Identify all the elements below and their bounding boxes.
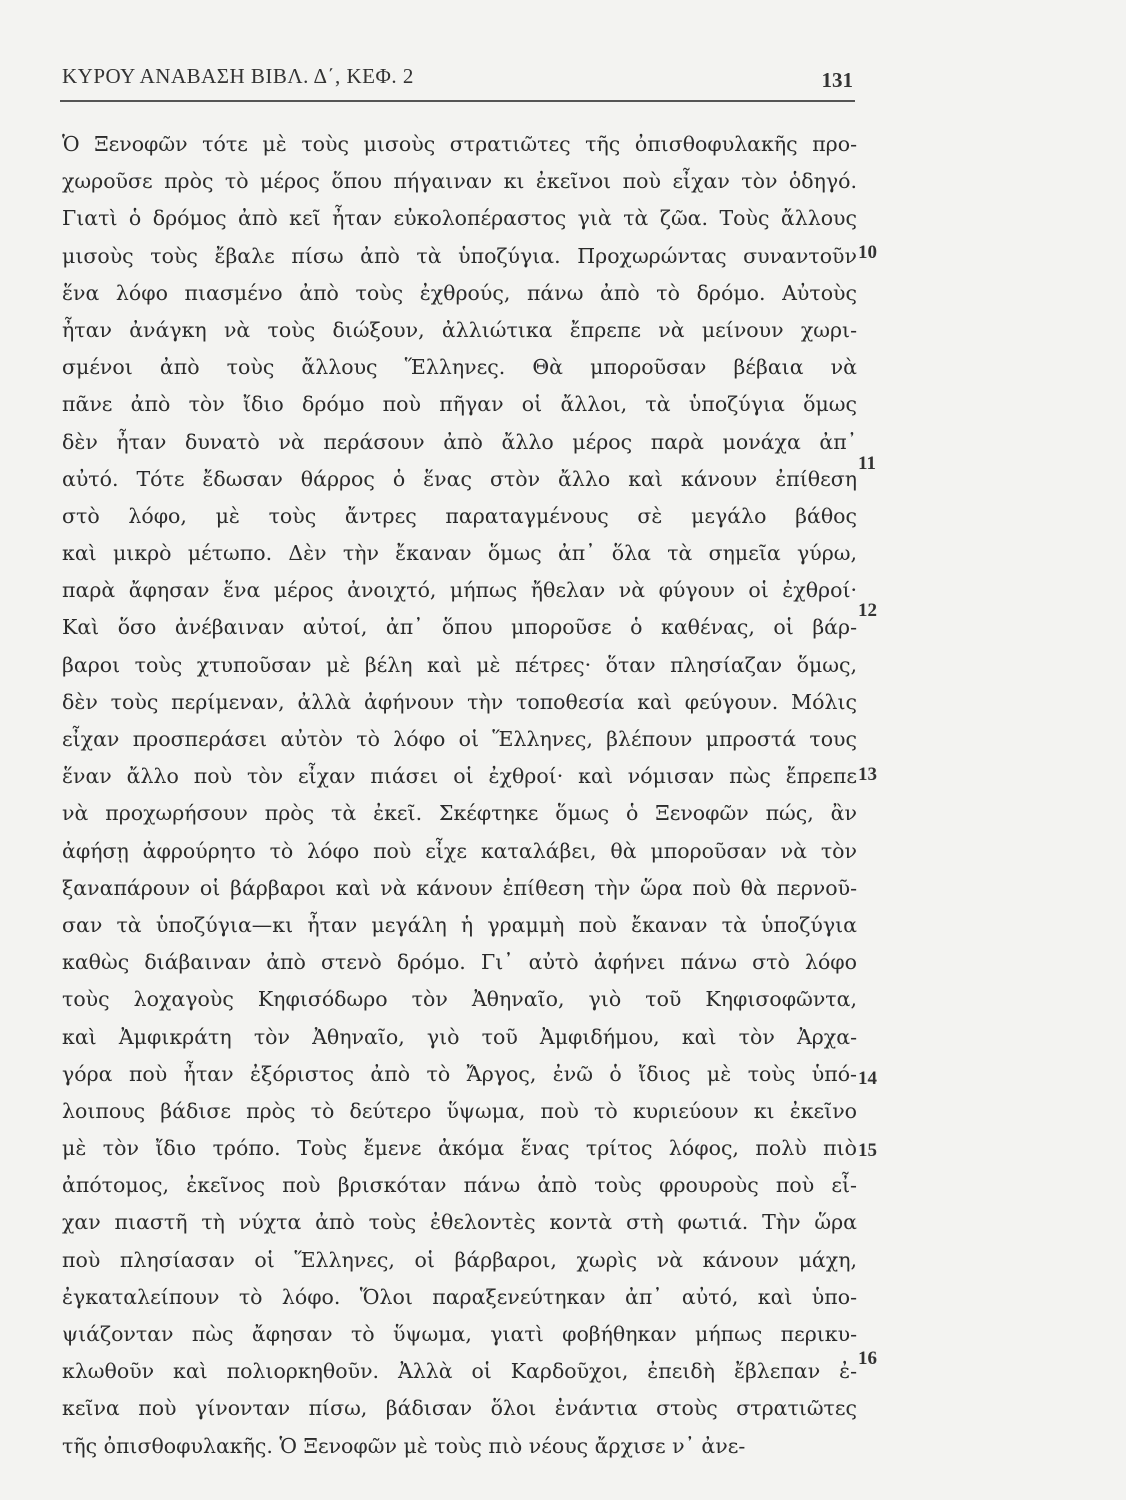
text-line: καθὼς διάβαιναν ἀπὸ στενὸ δρόμο. Γι᾽ αὐτὸ ἀφήνει πάνω στὸ λόφο bbox=[62, 950, 857, 975]
text-line: γόρα ποὺ ἦταν ἐξόριστος ἀπὸ τὸ Ἄργος, ἐνῶ ὁ ἴδιος μὲ τοὺς ὑπό- bbox=[62, 1061, 857, 1086]
text-line: στὸ λόφο, μὲ τοὺς ἄντρες παραταγμένους σὲ μεγάλο βάθος bbox=[62, 503, 857, 528]
text-line: πᾶνε ἀπὸ τὸν ἴδιο δρόμο ποὺ πῆγαν οἱ ἄλλοι, τὰ ὑποζύγια ὅμως bbox=[62, 392, 857, 417]
text-line: χωροῦσε πρὸς τὸ μέρος ὅπου πήγαιναν κι ἐκεῖνοι ποὺ εἶχαν τὸν ὁδηγό. bbox=[62, 169, 857, 194]
section-number: 16 bbox=[858, 1348, 877, 1369]
body-text bbox=[62, 126, 857, 1465]
text-line: Καὶ ὅσο ἀνέβαιναν αὐτοί, ἀπ᾽ ὅπου μποροῦσε ὁ καθένας, οἱ βάρ- bbox=[62, 615, 857, 640]
section-number: 14 bbox=[858, 1068, 877, 1089]
text-line: λοιπους βάδισε πρὸς τὸ δεύτερο ὕψωμα, ποὺ τὸ κυριεύουν κι ἐκεῖνο bbox=[62, 1098, 857, 1123]
section-number: 12 bbox=[858, 600, 877, 621]
text-line: καὶ μικρὸ μέτωπο. Δὲν τὴν ἔκαναν ὅμως ἀπ᾽ ὅλα τὰ σημεῖα γύρω, bbox=[62, 541, 857, 566]
text-line: βαροι τοὺς χτυποῦσαν μὲ βέλη καὶ μὲ πέτρες· ὅταν πλησίαζαν ὅμως, bbox=[62, 652, 857, 677]
text-line: χαν πιαστῆ τὴ νύχτα ἀπὸ τοὺς ἐθελοντὲς κοντὰ στὴ φωτιά. Τὴν ὥρα bbox=[62, 1210, 857, 1235]
text-line: αὐτό. Τότε ἔδωσαν θάρρος ὁ ἕνας στὸν ἄλλο καὶ κάνουν ἐπίθεση bbox=[62, 466, 857, 491]
text-line: σαν τὰ ὑποζύγια—κι ἦταν μεγάλη ἡ γραμμὴ ποὺ ἔκαναν τὰ ὑποζύγια bbox=[62, 912, 857, 937]
text-line: ἐγκαταλείπουν τὸ λόφο. Ὅλοι παραξενεύτηκαν ἀπ᾽ αὐτό, καὶ ὑπο- bbox=[62, 1284, 857, 1309]
section-number: 15 bbox=[858, 1140, 877, 1161]
running-head-title: ΚΥΡΟΥ ΑΝΑΒΑΣΗ ΒΙΒΛ. Δ΄, ΚΕΦ. 2 bbox=[62, 64, 414, 88]
text-line: μισοὺς τοὺς ἔβαλε πίσω ἀπὸ τὰ ὑποζύγια. Προχωρώντας συναντοῦν bbox=[62, 243, 857, 268]
text-line: ἀπότομος, ἐκεῖνος ποὺ βρισκόταν πάνω ἀπὸ τοὺς φρουροὺς ποὺ εἶ- bbox=[62, 1173, 857, 1198]
text-line: ξαναπάρουν οἱ βάρβαροι καὶ νὰ κάνουν ἐπίθεση τὴν ὥρα ποὺ θὰ περνοῦ- bbox=[62, 875, 857, 900]
running-header bbox=[60, 60, 855, 102]
text-line: εἶχαν προσπεράσει αὐτὸν τὸ λόφο οἱ Ἕλληνες, βλέπουν μπροστά τους bbox=[62, 727, 857, 751]
text-line: ἕναν ἄλλο ποὺ τὸν εἶχαν πιάσει οἱ ἐχθροί· καὶ νόμισαν πὼς ἔπρεπε bbox=[62, 764, 857, 789]
text-line: δὲν ἦταν δυνατὸ νὰ περάσουν ἀπὸ ἄλλο μέρος παρὰ μονάχα ἀπ᾽ bbox=[62, 429, 857, 454]
text-line: παρὰ ἄφησαν ἕνα μέρος ἀνοιχτό, μήπως ἤθελαν νὰ φύγουν οἱ ἐχθροί· bbox=[62, 578, 857, 603]
text-line: μὲ τὸν ἴδιο τρόπο. Τοὺς ἔμενε ἀκόμα ἕνας τρίτος λόφος, πολὺ πιὸ bbox=[62, 1136, 857, 1161]
text-line: κλωθοῦν καὶ πολιορκηθοῦν. Ἀλλὰ οἱ Καρδοῦχοι, ἐπειδὴ ἔβλεπαν ἐ- bbox=[62, 1359, 857, 1384]
section-number: 11 bbox=[858, 453, 876, 474]
text-line: καὶ Ἀμφικράτη τὸν Ἀθηναῖο, γιὸ τοῦ Ἀμφιδήμου, καὶ τὸν Ἀρχα- bbox=[62, 1024, 857, 1049]
text-line: ποὺ πλησίασαν οἱ Ἕλληνες, οἱ βάρβαροι, χωρὶς νὰ κάνουν μάχη, bbox=[62, 1247, 857, 1272]
text-line: ἕνα λόφο πιασμένο ἀπὸ τοὺς ἐχθρούς, πάνω ἀπὸ τὸ δρόμο. Αὐτοὺς bbox=[62, 280, 857, 305]
section-number: 10 bbox=[858, 242, 877, 263]
text-line: ἦταν ἀνάγκη νὰ τοὺς διώξουν, ἀλλιώτικα ἔπρεπε νὰ μείνουν χωρι- bbox=[62, 317, 857, 342]
text-line: δὲν τοὺς περίμεναν, ἀλλὰ ἀφήνουν τὴν τοποθεσία καὶ φεύγουν. Μόλις bbox=[62, 689, 857, 714]
page-number: 131 bbox=[821, 68, 853, 92]
text-line: ψιάζονταν πὼς ἄφησαν τὸ ὕψωμα, γιατὶ φοβήθηκαν μήπως περικυ- bbox=[62, 1322, 857, 1346]
text-line: τῆς ὀπισθοφυλακῆς. Ὁ Ξενοφῶν μὲ τοὺς πιὸ νέους ἄρχισε ν᾽ ἀνε- bbox=[62, 1433, 746, 1458]
text-line: τοὺς λοχαγοὺς Κηφισόδωρο τὸν Ἀθηναῖο, γιὸ τοῦ Κηφισοφῶντα, bbox=[62, 987, 857, 1012]
text-line: σμένοι ἀπὸ τοὺς ἄλλους Ἕλληνες. Θὰ μποροῦσαν βέβαια νὰ bbox=[62, 355, 857, 380]
text-line: Γιατὶ ὁ δρόμος ἀπὸ κεῖ ἦταν εὐκολοπέραστος γιὰ τὰ ζῶα. Τοὺς ἄλλους bbox=[62, 206, 857, 231]
text-line: νὰ προχωρήσουν πρὸς τὰ ἐκεῖ. Σκέφτηκε ὅμως ὁ Ξενοφῶν πώς, ἂν bbox=[62, 801, 857, 826]
text-line: ἀφήσῃ ἀφρούρητο τὸ λόφο ποὺ εἶχε καταλάβει, θὰ μποροῦσαν νὰ τὸν bbox=[62, 838, 857, 863]
section-number: 13 bbox=[858, 764, 877, 785]
text-line: Ὁ Ξενοφῶν τότε μὲ τοὺς μισοὺς στρατιῶτες τῆς ὀπισθοφυλακῆς προ- bbox=[62, 132, 857, 156]
text-line: κεῖνα ποὺ γίνονταν πίσω, βάδισαν ὅλοι ἐνάντια στοὺς στρατιῶτες bbox=[62, 1396, 857, 1421]
